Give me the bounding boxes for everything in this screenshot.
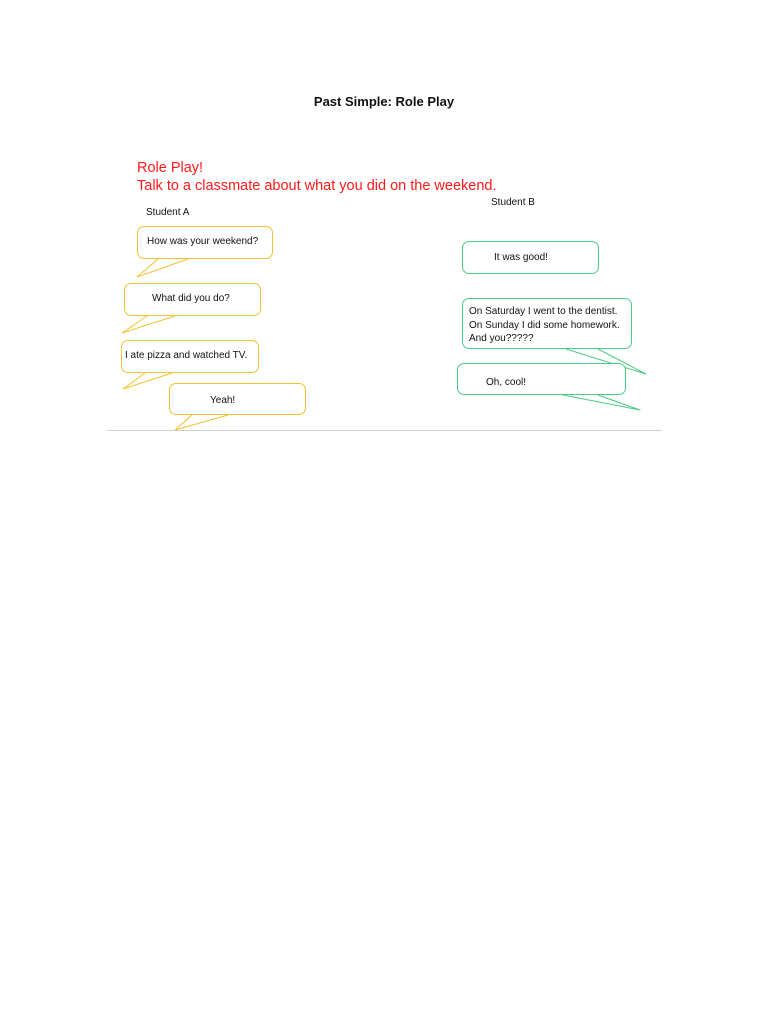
bubble-text-line-3: And you????? <box>469 333 534 344</box>
role-play-instructions: Talk to a classmate about what you did on the weekend. <box>137 178 497 194</box>
bubble-text-line-2: On Sunday I did some homework. <box>469 319 620 331</box>
bubble-tail-b3 <box>563 395 640 410</box>
bubble-text: Oh, cool! <box>486 377 527 388</box>
student-b-bubble-3 <box>457 363 626 395</box>
student-a-bubble-1 <box>137 226 273 259</box>
page-title: Past Simple: Role Play <box>313 94 455 109</box>
role-play-heading: Role Play! <box>137 160 204 176</box>
student-a-bubble-4 <box>169 383 306 415</box>
bubble-tail-a2 <box>122 316 175 333</box>
student-b-label: Student B <box>491 197 535 208</box>
bubble-tail-a1 <box>137 259 188 277</box>
student-b-bubble-1 <box>462 241 599 274</box>
bubble-text: What did you do? <box>152 293 230 304</box>
student-b-bubble-2 <box>462 298 632 349</box>
bubble-tail-a4 <box>175 415 228 430</box>
bubble-tail-a3 <box>123 373 172 389</box>
student-a-bubble-2 <box>124 283 261 316</box>
horizontal-rule <box>107 430 662 431</box>
bubble-text: It was good! <box>494 252 548 263</box>
bubble-text-line-1: On Saturday I went to the dentist. <box>469 306 618 317</box>
bubble-text: I ate pizza and watched TV. <box>125 350 248 361</box>
bubble-text: How was your weekend? <box>147 236 259 247</box>
student-a-bubble-3 <box>121 340 259 373</box>
student-a-label: Student A <box>146 207 190 218</box>
bubble-text: Yeah! <box>210 395 236 406</box>
